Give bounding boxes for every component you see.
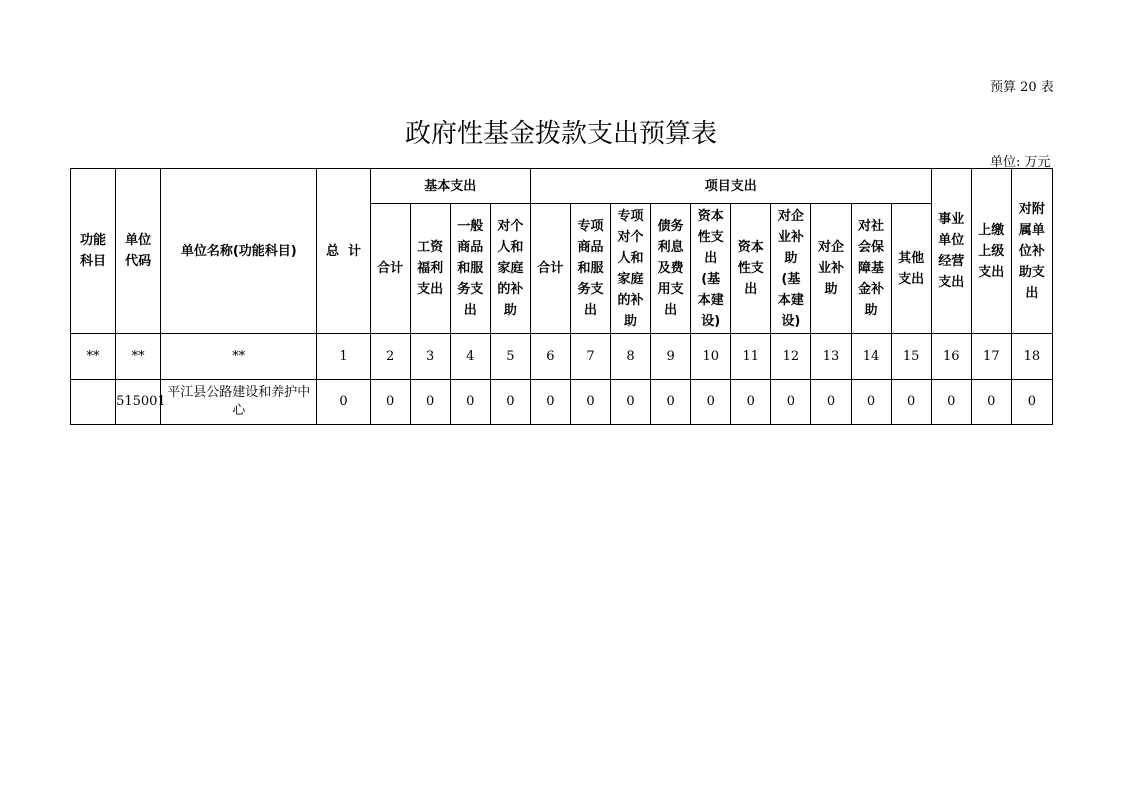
header-enterprise-operation: 事业单位经营支出 bbox=[931, 169, 971, 334]
header-project-enterprise-subsidy: 对企业补助 bbox=[811, 204, 851, 334]
index-cell: 9 bbox=[651, 334, 691, 380]
value-cell: 0 bbox=[450, 380, 490, 425]
header-project-household-subsidy: 专项对个人和家庭的补助 bbox=[611, 204, 651, 334]
header-project-goods-services: 专项商品和服务支出 bbox=[570, 204, 610, 334]
index-cell: 1 bbox=[317, 334, 370, 380]
value-cell: 0 bbox=[1011, 380, 1052, 425]
index-cell: 5 bbox=[490, 334, 530, 380]
unit-code-cell: 515001 bbox=[116, 380, 161, 425]
header-project-capital: 资本性支出 bbox=[731, 204, 771, 334]
index-cell: 7 bbox=[570, 334, 610, 380]
header-unit-name: 单位名称(功能科目) bbox=[161, 169, 317, 334]
value-cell: 0 bbox=[811, 380, 851, 425]
index-cell: 14 bbox=[851, 334, 891, 380]
index-cell: 17 bbox=[971, 334, 1011, 380]
header-basic-total: 合计 bbox=[370, 204, 410, 334]
header-project-enterprise-construction: 对企业补助(基本建设) bbox=[771, 204, 811, 334]
header-project-debt-interest: 债务利息及费用支出 bbox=[651, 204, 691, 334]
index-cell: 8 bbox=[611, 334, 651, 380]
value-cell: 0 bbox=[530, 380, 570, 425]
header-project-capital-construction: 资本性支出(基本建设) bbox=[691, 204, 731, 334]
unit-label: 单位: 万元 bbox=[990, 155, 1051, 170]
index-cell: ** bbox=[116, 334, 161, 380]
index-cell: 10 bbox=[691, 334, 731, 380]
index-cell: 2 bbox=[370, 334, 410, 380]
table-index-row bbox=[71, 334, 1053, 380]
value-cell: 0 bbox=[651, 380, 691, 425]
value-cell: 0 bbox=[370, 380, 410, 425]
total-cell: 0 bbox=[317, 380, 370, 425]
index-cell: 12 bbox=[771, 334, 811, 380]
header-project-social-security: 对社会保障基金补助 bbox=[851, 204, 891, 334]
header-project-other: 其他支出 bbox=[891, 204, 931, 334]
index-cell: 13 bbox=[811, 334, 851, 380]
index-cell: 15 bbox=[891, 334, 931, 380]
value-cell: 0 bbox=[851, 380, 891, 425]
value-cell: 0 bbox=[490, 380, 530, 425]
unit-name-cell: 平江县公路建设和养护中心 bbox=[161, 380, 317, 425]
header-project-total: 合计 bbox=[530, 204, 570, 334]
page-title: 政府性基金拨款支出预算表 bbox=[404, 119, 717, 149]
value-cell: 0 bbox=[771, 380, 811, 425]
header-project-expenditure: 项目支出 bbox=[530, 169, 931, 204]
value-cell: 0 bbox=[731, 380, 771, 425]
index-cell: 3 bbox=[410, 334, 450, 380]
table-row bbox=[71, 380, 1053, 425]
index-cell: 16 bbox=[931, 334, 971, 380]
index-cell: 18 bbox=[1011, 334, 1052, 380]
index-cell: ** bbox=[161, 334, 317, 380]
header-upper-payment: 上缴上级支出 bbox=[971, 169, 1011, 334]
value-cell: 0 bbox=[971, 380, 1011, 425]
header-func-subject: 功能科目 bbox=[71, 169, 116, 334]
header-basic-salary: 工资福利支出 bbox=[410, 204, 450, 334]
value-cell: 0 bbox=[691, 380, 731, 425]
index-cell: ** bbox=[71, 334, 116, 380]
header-basic-expenditure: 基本支出 bbox=[370, 169, 530, 204]
header-total: 总 计 bbox=[317, 169, 370, 334]
func-subject-cell bbox=[71, 380, 116, 425]
value-cell: 0 bbox=[570, 380, 610, 425]
budget-table bbox=[70, 168, 1053, 425]
index-cell: 6 bbox=[530, 334, 570, 380]
value-cell: 0 bbox=[931, 380, 971, 425]
header-subsidiary-subsidy: 对附属单位补助支出 bbox=[1011, 169, 1052, 334]
form-number: 预算 20 表 bbox=[990, 80, 1054, 95]
index-cell: 11 bbox=[731, 334, 771, 380]
index-cell: 4 bbox=[450, 334, 490, 380]
value-cell: 0 bbox=[891, 380, 931, 425]
header-unit-code: 单位代码 bbox=[116, 169, 161, 334]
header-basic-goods-services: 一般商品和服务支出 bbox=[450, 204, 490, 334]
value-cell: 0 bbox=[611, 380, 651, 425]
header-basic-household-subsidy: 对个人和家庭的补助 bbox=[490, 204, 530, 334]
value-cell: 0 bbox=[410, 380, 450, 425]
